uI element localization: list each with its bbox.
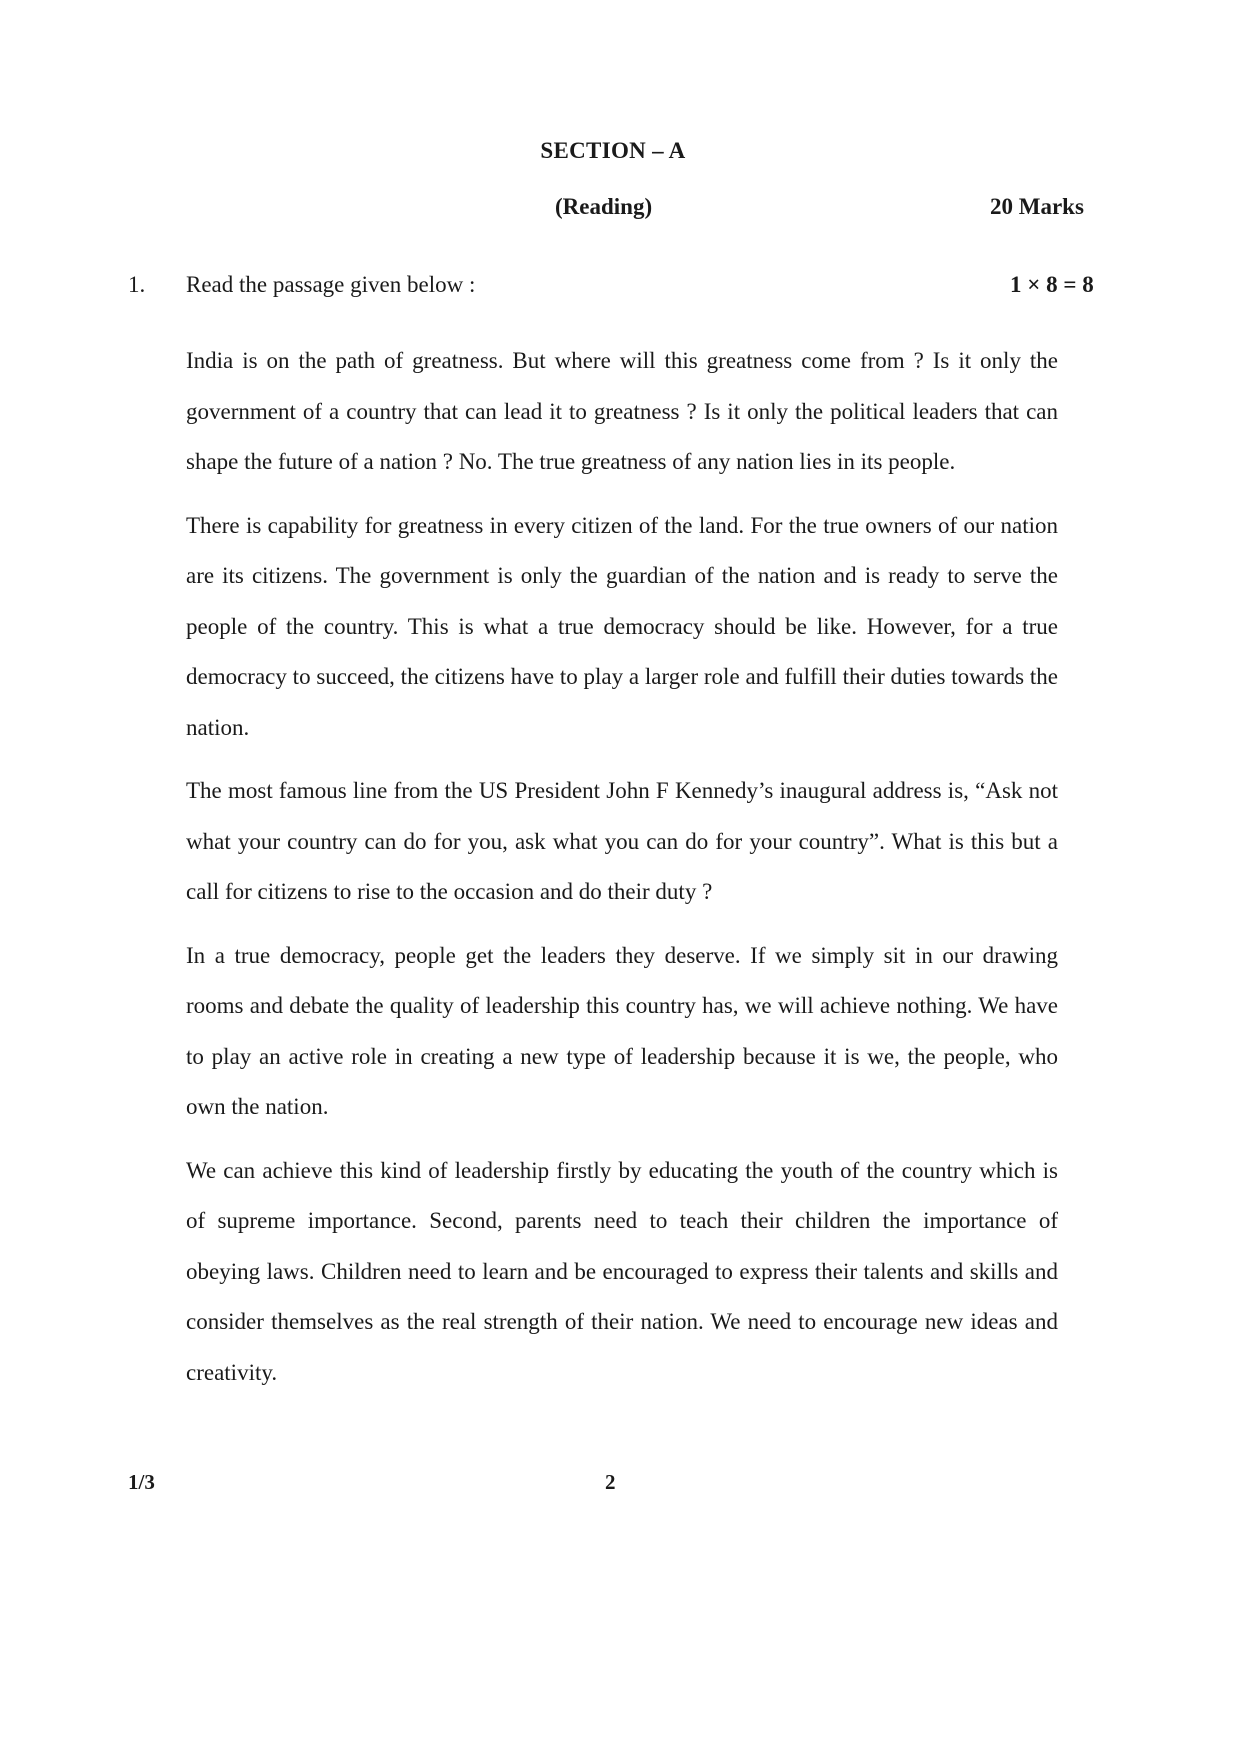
section-subtitle: (Reading) xyxy=(555,194,653,219)
question-marks: 1 × 8 = 8 xyxy=(1010,272,1094,297)
question-number: 1. xyxy=(128,272,146,297)
passage-paragraph: There is capability for greatness in every citizen of the land. For the true owners of our nation are its citizens. The government is only the guardian of the nation and is ready to serve the people of the country. This is what a true democracy should be like. However, for a true democracy to succeed, the citizens have to play a larger role and fulfill their duties towards the nation. xyxy=(186,512,1058,740)
paper-code: 1/3 xyxy=(128,1470,155,1494)
page-number: 2 xyxy=(605,1470,616,1494)
passage-paragraph: India is on the path of greatness. But where will this greatness come from ? Is it only the government of a country that can lead it to greatness ? Is it only the political leaders that can shape the future of a nation ? No. The true greatness of any nation lies in its people. xyxy=(186,348,1058,474)
question-prompt: Read the passage given below : xyxy=(186,272,476,297)
reading-passage xyxy=(186,336,1058,1411)
section-title: SECTION – A xyxy=(540,138,686,163)
passage-paragraph: We can achieve this kind of leadership firstly by educating the youth of the country which is of supreme importance. Second, parents need to teach their children the importance of obeying laws. Children need to learn and be encouraged to express their talents and skills and consider themselves as the real strength of their nation. We need to encourage new ideas and creativity. xyxy=(186,1157,1058,1385)
passage-paragraph: In a true democracy, people get the leaders they deserve. If we simply sit in our drawing rooms and debate the quality of leadership this country has, we will achieve nothing. We have to play an active role in creating a new type of leadership because it is we, the people, who own the nation. xyxy=(186,942,1058,1119)
passage-paragraph: The most famous line from the US President John F Kennedy’s inaugural address is, “Ask not what your country can do for you, ask what you can do for your country”. What is this but a call for citizens to rise to the occasion and do their duty ? xyxy=(186,778,1058,904)
section-marks: 20 Marks xyxy=(990,194,1084,219)
